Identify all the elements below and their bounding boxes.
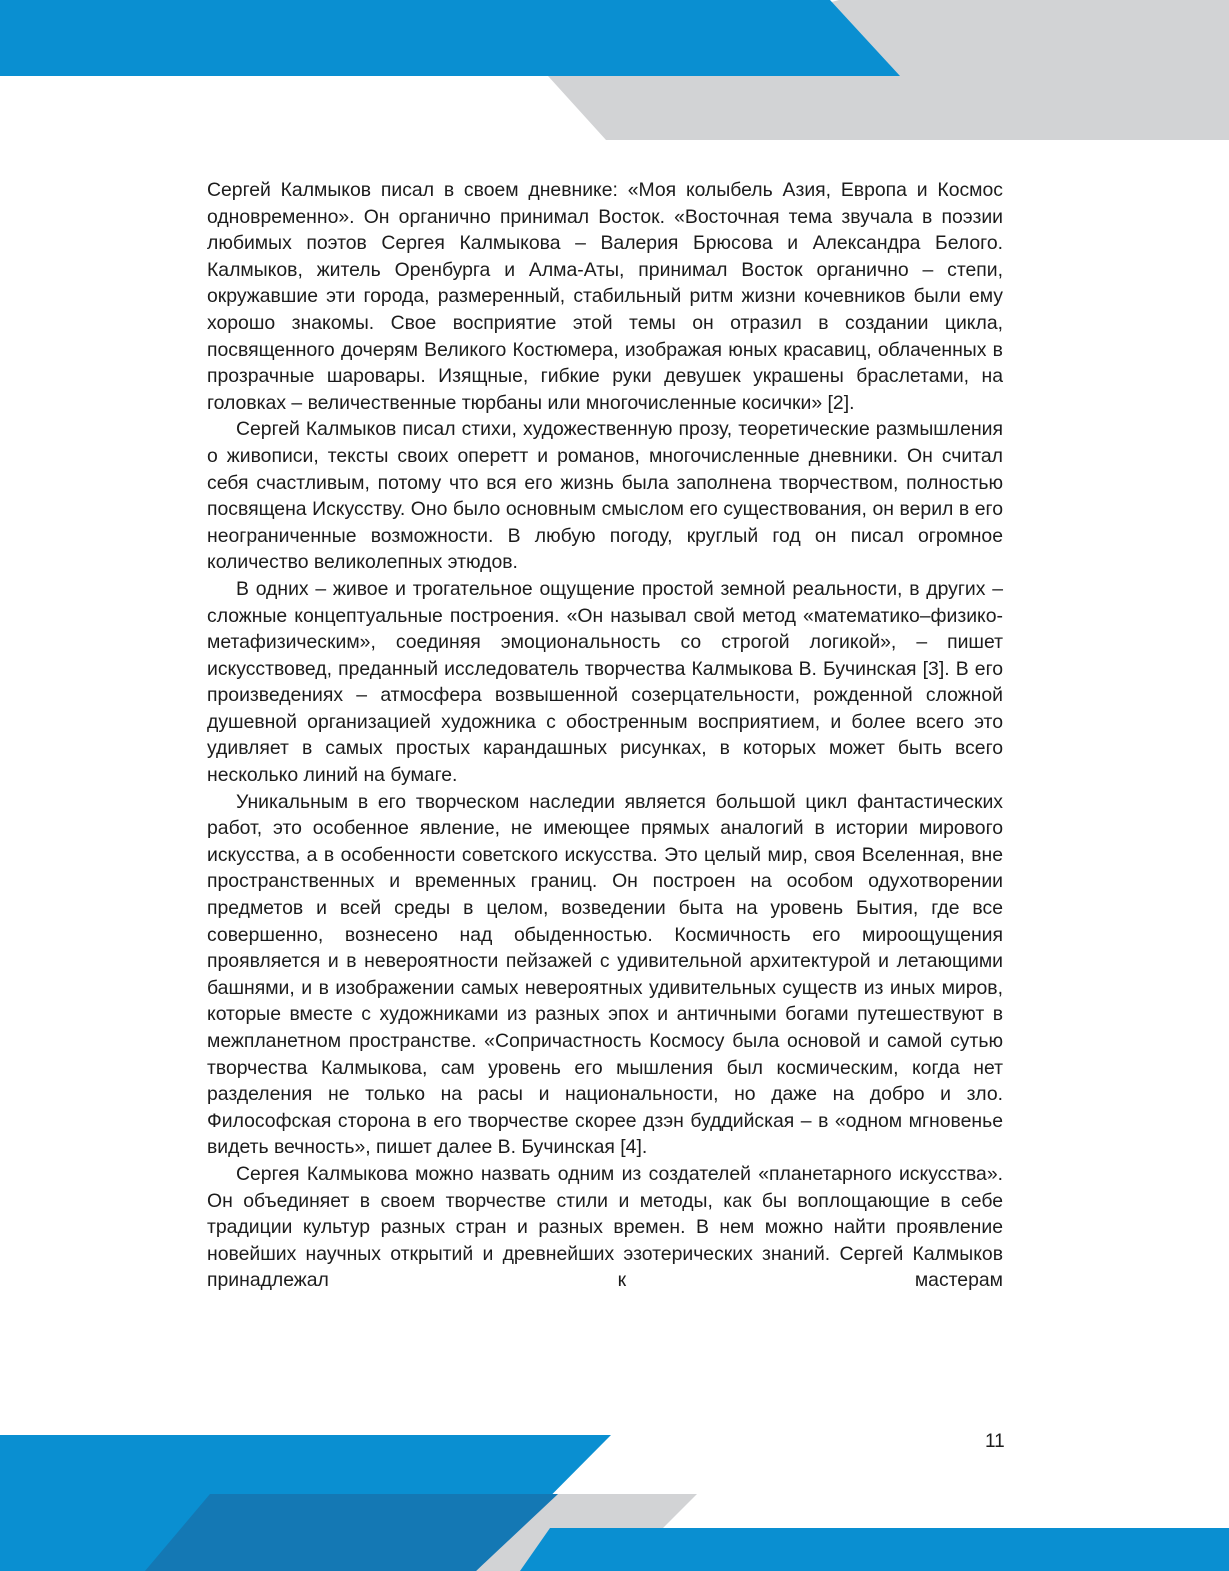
paragraph-1: Сергей Калмыков писал в своем дневнике: «Моя колыбель Азия, Европа и Космос одновременно». Он органично принимал Восток. «Восточная тема звучала в поэзии любимых поэтов Сергея Калмыкова – Валерия Брюсова и Александра Белого. Калмыков, житель Оренбурга и Алма-Аты, принимал Восток органично – степи, окружавшие эти города, размеренный, стабильный ритм жизни кочевников были ему хорошо знакомы. Свое восприятие этой темы он отразил в создании цикла, посвященного дочерям Великого Костюмера, изображая юных красавиц, облаченных в прозрачные шаровары. Изящные, гибкие руки девушек украшены браслетами, на головках – величественные тюрбаны или многочисленные косички» [2]. [207,179,1003,414]
page-number: 11 [985,1431,1005,1452]
paragraph-5: Сергея Калмыкова можно назвать одним из создателей «планетарного искусства». Он объединяет в своем творчестве стили и методы, как бы воплощающие в себе традиции культур разных стран и разных времен. В нем можно найти проявление новейших научных открытий и древнейших эзотерических знаний. Сергей Калмыков принадлежал к мастерам [207,1162,1003,1292]
bottom-right-blue-band [520,1528,1229,1571]
top-blue-band [0,0,900,76]
body-text [207,177,1003,1294]
paragraph-4: Уникальным в его творческом наследии является большой цикл фантастических работ, это особенное явление, не имеющее прямых аналогий в истории мирового искусства, а в особенности советского искусства. Это целый мир, своя Вселенная, вне пространственных и временных границ. Он построен на особом одухотворении предметов и всей среды в целом, возведении быта на уровень Бытия, где все совершенно, вознесено над обыденностью. Космичность его мироощущения проявляется и в невероятности пейзажей с удивительной архитектурой и летающими башнями, и в изображении самых невероятных удивительных существ из иных миров, которые вместе с художниками из разных эпох и античными богами путешествуют в межпланетном пространстве. «Сопричастность Космосу была основой и самой сутью творчества Калмыкова, сам уровень его мышления был космическим, когда нет разделения не только на расы и национальности, но даже на добро и зло. Философская сторона в его творчестве скорее дзэн буддийская – в «одном мгновенье видеть вечность», пишет далее В. Бучинская [4]. [207,790,1003,1159]
paragraph-3: В одних – живое и трогательное ощущение простой земной реальности, в других – сложные концептуальные построения. «Он называл свой метод «математико–физико-метафизическим», соединяя эмоциональность со строгой логикой», – пишет искусствовед, преданный исследователь творчества Калмыкова В. Бучинская [3]. В его произведениях – атмосфера возвышенной созерцательности, рожденной сложной душевной организацией художника с обостренным восприятием, и более всего это удивляет в самых простых карандашных рисунках, в которых может быть всего несколько линий на бумаге. [207,577,1003,787]
paragraph-2: Сергей Калмыков писал стихи, художественную прозу, теоретические размышления о живописи, тексты своих оперетт и романов, многочисленные дневники. Он считал себя счастливым, потому что вся его жизнь была заполнена творчеством, полностью посвящена Искусству. Оно было основным смыслом его существования, он верил в его неограниченные возможности. В любую погоду, круглый год он писал огромное количество великолепных этюдов. [207,418,1003,574]
